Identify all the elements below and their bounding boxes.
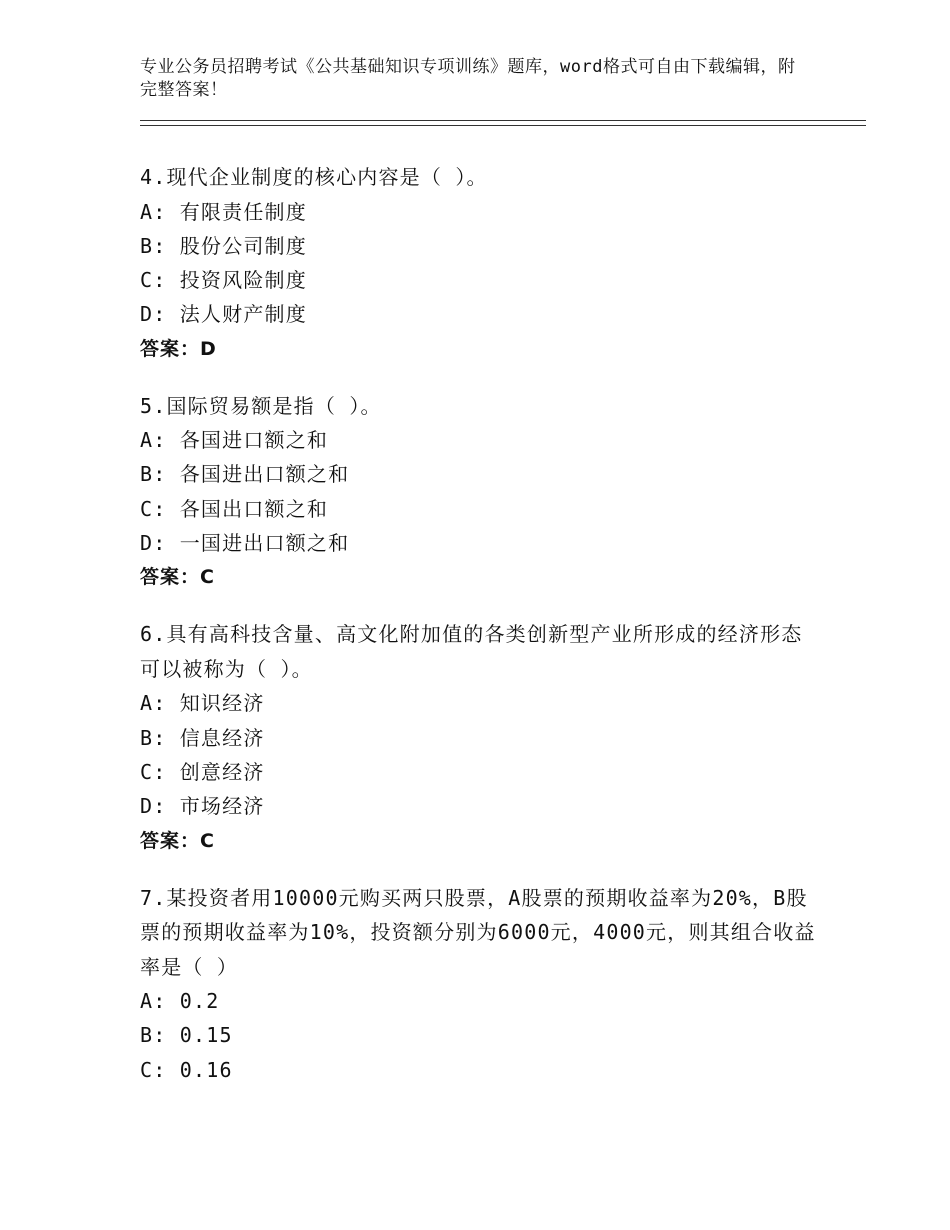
- option-b: B: 各国进出口额之和: [140, 462, 350, 487]
- option-c: C: 0.16: [140, 1057, 233, 1082]
- question-4: [140, 160, 820, 367]
- answer-label: 答案：C: [140, 566, 215, 589]
- option-b: B: 0.15: [140, 1023, 233, 1048]
- option-c: C: 投资风险制度: [140, 268, 307, 293]
- header-divider: [140, 120, 866, 126]
- option-b: B: 信息经济: [140, 725, 265, 750]
- option-d: D: 一国进出口额之和: [140, 531, 350, 556]
- question-6: [140, 617, 820, 858]
- question-5: [140, 389, 820, 596]
- question-stem: 6.具有高科技含量、高文化附加值的各类创新型产业所形成的经济形态可以被称为（ ）。: [140, 622, 803, 681]
- option-a: A: 有限责任制度: [140, 199, 307, 224]
- answer-label: 答案：D: [140, 337, 217, 360]
- option-a: A: 知识经济: [140, 691, 265, 716]
- option-c: C: 各国出口额之和: [140, 496, 329, 521]
- question-stem: 5.国际贸易额是指（ ）。: [140, 393, 382, 418]
- option-b: B: 股份公司制度: [140, 233, 307, 258]
- option-a: A: 0.2: [140, 989, 220, 1014]
- option-c: C: 创意经济: [140, 759, 265, 784]
- option-d: D: 法人财产制度: [140, 302, 307, 327]
- question-7: [140, 881, 820, 1087]
- question-stem: 7.某投资者用10000元购买两只股票，A股票的预期收益率为20%，B股票的预期收益率为10%，投资额分别为6000元，4000元，则其组合收益率是（ ）: [140, 885, 816, 979]
- answer-label: 答案：C: [140, 829, 215, 852]
- option-d: D: 市场经济: [140, 794, 265, 819]
- option-a: A: 各国进口额之和: [140, 428, 329, 453]
- document-header: 专业公务员招聘考试《公共基础知识专项训练》题库，word格式可自由下载编辑，附完整答案！: [140, 57, 796, 100]
- question-stem: 4.现代企业制度的核心内容是（ ）。: [140, 165, 488, 189]
- question-list: [140, 160, 820, 1109]
